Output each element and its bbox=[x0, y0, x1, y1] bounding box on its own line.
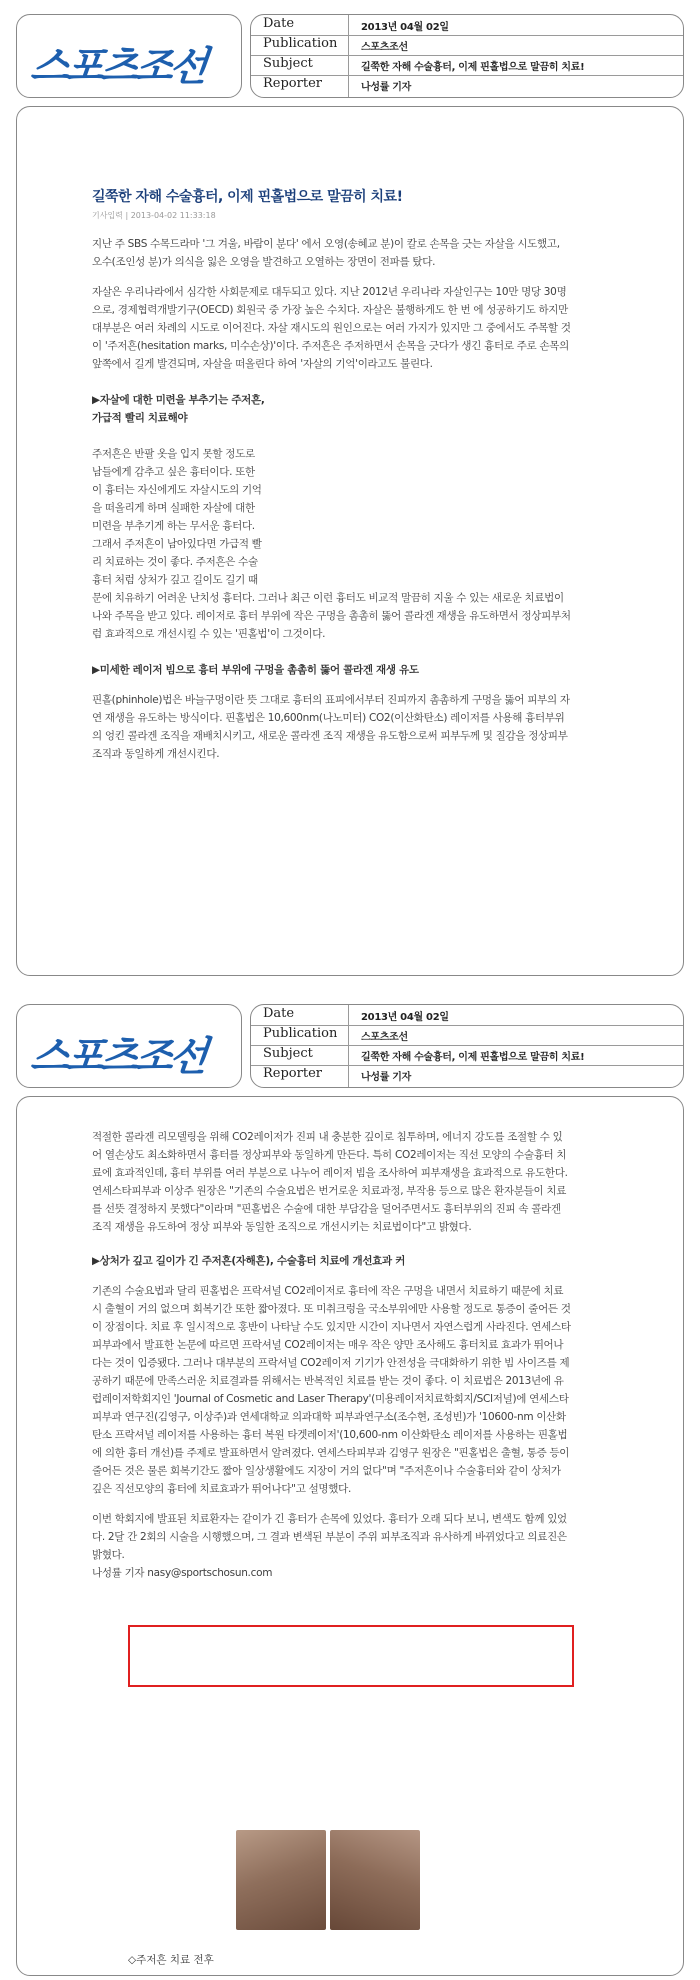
paragraph: 기존의 수술요법과 달리 핀홀법은 프락셔널 CO2레이저로 흉터에 작은 구멍을 내면서 치료하기 때문에 치료 시 출혈이 거의 없으며 회복기간 또한 짧아졌다. 또 미취크렁을 국소부위에만 사용할 정도로 통증이 줄어든 것이 장점이다. 치료 후 일시적으로 홍반이 나타날 수도 있지만 시간이 지나면서 자연스럽게 사라진다. 연세스타피부과에서 발표한 논문에 따르면 프락셔널 CO2레이저는 매우 작은 양만 조사해도 흉터치료 효과가 뛰어나다는 것이 입증됐다. 그러나 대부분의 프락셔널 CO2레이저 기기가 안전성을 극대화하기 위한 빔 사이즈를 제공하기 때문에 만족스러운 치료결과를 위해서는 반복적인 치료를 받는 것이 좋다. 이 치료법은 2013년에 유럽레이저학회지인 'Journal of Cosmetic and Laser Therapy'(미용레이저치료학회지/SCI저널)에 연세스타피부과 연구진(김영구, 이상주)과 연세대학교 의과대학 피부과연구소(조수현, 조성빈)가 '10600-nm 이산화탄소 프락셔널 레이저를 사용하는 흉터 복원 타겟레이저'(10,600-nm 이산화탄소 레이저를 사용하는 핀홀법에 의한 흉터 개선)를 주제로 발표하면서 알려졌다. 연세스타피부과 김영구 원장은 "핀홀법은 출혈, 통증 등이 줄어든 것은 물론 회복기간도 짧아 일상생활에도 지장이 거의 없다"며 "주저흔이나 수술흉터와 같이 상처가 깊은 직선모양의 흉터에 치료효과가 뛰어나다"고 설명했다. bbox=[92, 1285, 571, 1495]
meta-label: Reporter bbox=[263, 76, 322, 91]
meta-table bbox=[250, 1004, 684, 1088]
paragraph: 자살은 우리나라에서 심각한 사회문제로 대두되고 있다. 지난 2012년 우리나라 자살인구는 10만 명당 30명으로, 경제협력개발기구(OECD) 회원국 중 가장 높은 수치다. 자살은 불행하게도 한 번 에 성공하기도 하지만 대부분은 여러 차례의 시도로 이어진다. 자살 재시도의 원인으로는 여러 가지가 있지만 그 중에서도 주목할 것이 '주저흔(hesitation marks, 미수손상)'이다. 주저흔은 주저하면서 손목을 긋다가 생긴 흉터로 주로 손목의 앞쪽에서 길게 발견되며, 자살을 떠올린다 하여 '자살의 기억'이라고도 불린다. bbox=[92, 286, 571, 370]
article-body-1 bbox=[92, 186, 572, 775]
meta-value: 길쭉한 자해 수술흉터, 이제 핀홀법으로 말끔히 치료! bbox=[361, 62, 585, 73]
meta-value: 2013년 04월 02일 bbox=[361, 1012, 449, 1023]
subheading: ▶미세한 레이저 빔으로 흉터 부위에 구멍을 촘촘히 뚫어 콜라겐 재생 유도 bbox=[92, 664, 419, 676]
meta-value: 2013년 04월 02일 bbox=[361, 22, 449, 33]
meta-row-reporter bbox=[251, 1065, 683, 1085]
newspaper-logo: 스포츠조선 bbox=[28, 44, 207, 90]
article-dateline: 기사입력 | 2013-04-02 11:33:18 bbox=[92, 211, 216, 220]
article-body-2 bbox=[92, 1128, 572, 1594]
meta-label: Subject bbox=[263, 56, 313, 71]
paragraph: 지난 주 SBS 수목드라마 '그 겨울, 바람이 분다' 에서 오영(송혜교 분)이 칼로 손목을 긋는 자살을 시도했고, 오수(조인성 분)가 의식을 잃은 오영을 발견하고 오열하는 장면이 전파를 탔다. bbox=[92, 238, 560, 268]
meta-row-subject bbox=[251, 1045, 683, 1066]
meta-label: Date bbox=[263, 1006, 295, 1021]
paragraph: 주저흔은 반팔 옷을 입지 못할 정도로 남들에게 감추고 싶은 흉터이다. 또한 이 흉터는 자신에게도 자살시도의 기억 을 떠올리게 하며 실패한 자살에 대한 미련을 부추기게 하는 무서운 흉터다. 그래서 주저흔이 남아있다면 가급적 빨 리 치료하는 것이 좋다. 주저흔은 수술 흉터 처럼 상처가 깊고 길이도 길기 때 문에 치유하기 어려운 난치성 흉터다. 그러나 최근 이런 흉터도 비교적 말끔히 지울 수 있는 새로운 치료법이 나와 주목을 받고 있다. 레이저로 흉터 부위에 작은 구멍을 촘촘히 뚫어 콜라겐 재생을 유도하면서 정상피부처럼 효과적으로 개선시킬 수 있는 '핀홀법'이 그것이다. bbox=[92, 448, 571, 640]
meta-value: 나성률 기자 bbox=[361, 1072, 411, 1083]
meta-table bbox=[250, 14, 684, 98]
meta-row-subject bbox=[251, 55, 683, 76]
meta-row-date bbox=[251, 15, 683, 36]
photo-caption: ◇주저흔 치료 전후 bbox=[128, 1954, 214, 1966]
paragraph: 이번 학회지에 발표된 치료환자는 같이가 긴 흉터가 손목에 있었다. 흉터가 오래 되다 보니, 변색도 함께 있었다. 2달 간 2회의 시술을 시행했으며, 그 결과 변색된 부분이 주위 피부조직과 유사하게 바뀌었다고 의료진은 밝혔다. 나성률 기자 nasy@sportschosun.com bbox=[92, 1513, 567, 1579]
photo-before bbox=[236, 1830, 326, 1930]
meta-value: 스포츠조선 bbox=[361, 42, 408, 53]
meta-label: Publication bbox=[263, 1026, 338, 1041]
meta-label: Reporter bbox=[263, 1066, 322, 1081]
header-top bbox=[16, 14, 684, 100]
subheading: ▶자살에 대한 미련을 부추기는 주저흔, 가급적 빨리 치료해야 bbox=[92, 394, 265, 424]
paragraph: 적절한 콜라겐 리모델링을 위해 CO2레이저가 진피 내 충분한 깊이로 침투하며, 에너지 강도를 조절할 수 있어 열손상도 최소화하면서 흉터를 정상피부와 동일하게 만든다. 특히 CO2레이저는 직선 모양의 수술흉터 치료에 효과적인데, 흉터 부위를 여러 부분으로 나누어 레이저 빔을 조사하여 피부재생을 효과적으로 유도한다. 연세스타피부과 이상주 원장은 "기존의 수술요법은 번거로운 치료과정, 부작용 등으로 많은 환자분들이 치료를 선뜻 결정하지 못했다"이라며 "핀홀법은 수술에 대한 부담감을 덜어주면서도 흉터부위의 진피 속 콜라겐 조직 재생을 유도하여 정상 피부와 동일한 조직으로 개선시키는 치료법이다"고 밝혔다. bbox=[92, 1131, 568, 1233]
meta-value: 나성률 기자 bbox=[361, 82, 411, 93]
meta-row-publication bbox=[251, 35, 683, 56]
subheading: ▶상처가 깊고 길이가 긴 주저흔(자해흔), 수술흉터 치료에 개선효과 커 bbox=[92, 1255, 406, 1267]
meta-label: Publication bbox=[263, 36, 338, 51]
meta-value: 길쭉한 자해 수술흉터, 이제 핀홀법으로 말끔히 치료! bbox=[361, 1052, 585, 1063]
logo-box bbox=[16, 1004, 242, 1088]
article-title: 길쭉한 자해 수술흉터, 이제 핀홀법으로 말끔히 치료! bbox=[92, 189, 403, 205]
logo-box bbox=[16, 14, 242, 98]
header-second bbox=[16, 1004, 684, 1090]
paragraph: 핀홀(phinhole)법은 바늘구멍이란 뜻 그대로 흉터의 표피에서부터 진피까지 촘촘하게 구멍을 뚫어 피부의 자연 재생을 유도하는 방식이다. 핀홀법은 10,600nm(나노미터) CO2(이산화탄소) 레이저를 사용해 흉터부위의 엉킨 콜라겐 조직을 재배치시키고, 새로운 콜라겐 조직 재생을 유도함으로써 피부두께 및 질감을 정상피부 조직과 동일하게 개선시킨다. bbox=[92, 694, 570, 760]
photo-after bbox=[330, 1830, 420, 1930]
meta-row-reporter bbox=[251, 75, 683, 95]
meta-label: Date bbox=[263, 16, 295, 31]
meta-value: 스포츠조선 bbox=[361, 1032, 408, 1043]
highlight-box bbox=[128, 1625, 574, 1687]
meta-row-publication bbox=[251, 1025, 683, 1046]
meta-label: Subject bbox=[263, 1046, 313, 1061]
meta-row-date bbox=[251, 1005, 683, 1026]
newspaper-logo: 스포츠조선 bbox=[28, 1034, 207, 1080]
